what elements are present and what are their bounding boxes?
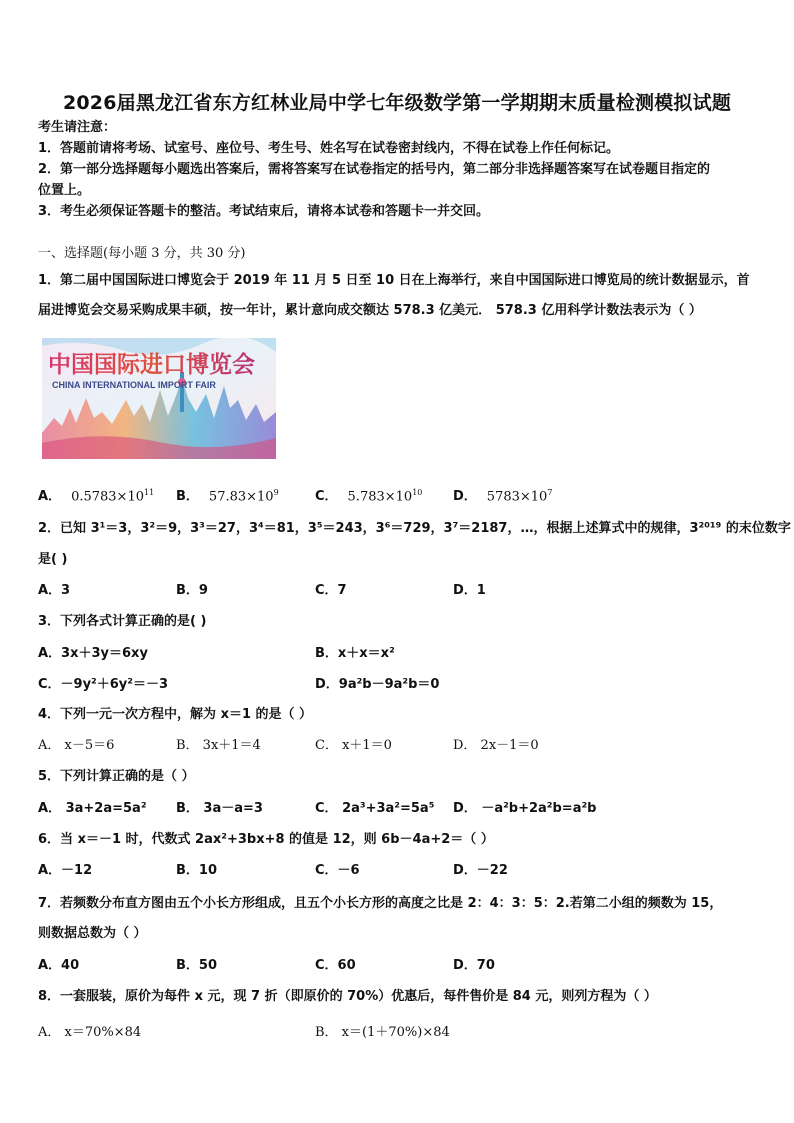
question-2-line-2: 是( ) — [38, 552, 68, 567]
question-6-stem: 6．当 x＝－1 时，代数式 2ax²+3bx+8 的值是 12，则 6b－4a+2＝（ ） — [38, 832, 494, 847]
q7-option-d[interactable]: D．70 — [453, 958, 495, 973]
q5-option-d[interactable]: D． －a²b+2a²b=a²b — [453, 801, 597, 816]
q3-option-c[interactable]: C．－9y²＋6y²＝－3 — [38, 677, 169, 692]
banner-title-cn: 中国国际进口博览会 — [48, 352, 255, 378]
notice-item-2-cont: 位置上。 — [38, 183, 91, 198]
q4-option-c[interactable]: C． x＋1＝0 — [315, 738, 392, 753]
q6-option-a[interactable]: A．－12 — [38, 863, 93, 878]
question-7-line-2: 则数据总数为（ ） — [38, 926, 147, 941]
q1-option-c[interactable]: C． $5.783\times 10^{10}$ — [315, 488, 423, 505]
question-7-line-1: 7．若频数分布直方图由五个小长方形组成，且五个小长方形的高度之比是 2：4：3：5：2.若第二小组的频数为 15， — [38, 896, 723, 911]
q3-option-b[interactable]: B．x＋x＝x² — [315, 646, 395, 661]
question-4-stem: 4．下列一元一次方程中，解为 x＝1 的是（ ） — [38, 707, 313, 722]
question-8-stem: 8．一套服装，原价为每件 x 元，现 7 折（即原价的 70%）优惠后，每件售价是 84 元，则列方程为（ ） — [38, 989, 657, 1004]
banner-title-en: CHINA INTERNATIONAL IMPORT FAIR — [52, 380, 216, 390]
expo-banner-image — [42, 338, 276, 459]
question-1-line-2: 届进博览会交易采购成果丰硕，按一年计，累计意向成交额达 578.3 亿美元． 578.3 亿用科学计数法表示为（ ） — [38, 303, 702, 318]
q3-option-d[interactable]: D．9a²b－9a²b＝0 — [315, 677, 440, 692]
q8-option-b[interactable]: B． x＝(1＋70%)×84 — [315, 1025, 450, 1040]
q2-option-c[interactable]: C．7 — [315, 583, 347, 598]
q4-option-a[interactable]: A． x－5＝6 — [38, 738, 115, 753]
notice-item-1: 1．答题前请将考场、试室号、座位号、考生号、姓名写在试卷密封线内，不得在试卷上作任何标记。 — [38, 141, 620, 156]
question-5-stem: 5．下列计算正确的是（ ） — [38, 769, 195, 784]
q5-option-b[interactable]: B． 3a－a=3 — [176, 801, 263, 816]
q3-option-a[interactable]: A．3x＋3y＝6xy — [38, 646, 148, 661]
q6-option-d[interactable]: D．－22 — [453, 863, 508, 878]
q4-option-d[interactable]: D． 2x－1＝0 — [453, 738, 539, 753]
notice-heading: 考生请注意： — [38, 120, 117, 135]
q2-option-a[interactable]: A．3 — [38, 583, 71, 598]
q5-option-c[interactable]: C． 2a³+3a²=5a⁵ — [315, 801, 435, 816]
expo-banner-graphic — [42, 338, 276, 459]
notice-item-2: 2．第一部分选择题每小题选出答案后，需将答案写在试卷指定的括号内，第二部分非选择题答案写在试卷题目指定的 — [38, 162, 711, 177]
page-title: 2026届黑龙江省东方红林业局中学七年级数学第一学期期末质量检测模拟试题 — [62, 92, 732, 114]
notice-item-3: 3．考生必须保证答题卡的整洁。考试结束后，请将本试卷和答题卡一并交回。 — [38, 204, 490, 219]
q1-option-b[interactable]: B． $57.83\times 10^9$ — [176, 488, 279, 505]
question-3-stem: 3．下列各式计算正确的是( ) — [38, 614, 207, 629]
q7-option-a[interactable]: A．40 — [38, 958, 80, 973]
q7-option-c[interactable]: C．60 — [315, 958, 356, 973]
q8-option-a[interactable]: A． x＝70%×84 — [38, 1025, 142, 1040]
q1-option-a[interactable]: A． $0.5783\times 10^{11}$ — [38, 488, 155, 505]
q5-option-a[interactable]: A． 3a+2a=5a² — [38, 801, 147, 816]
q1-option-d[interactable]: D． $5783\times 10^7$ — [453, 488, 553, 505]
q6-option-b[interactable]: B．10 — [176, 863, 217, 878]
section-heading: 一、选择题(每小题 3 分，共 30 分) — [38, 246, 246, 261]
q2-option-b[interactable]: B．9 — [176, 583, 208, 598]
q2-option-d[interactable]: D．1 — [453, 583, 486, 598]
question-2-line-1: 2．已知 3¹＝3，3²＝9，3³＝27，3⁴＝81，3⁵＝243，3⁶＝729，3⁷＝2187，…，根据上述算式中的规律，3²⁰¹⁹ 的末位数字 — [38, 521, 791, 536]
question-1-line-1: 1．第二届中国国际进口博览会于 2019 年 11 月 5 日至 10 日在上海举行，来自中国国际进口博览局的统计数据显示，首 — [38, 273, 750, 288]
q6-option-c[interactable]: C．－6 — [315, 863, 360, 878]
q4-option-b[interactable]: B． 3x＋1＝4 — [176, 738, 261, 753]
q7-option-b[interactable]: B．50 — [176, 958, 217, 973]
